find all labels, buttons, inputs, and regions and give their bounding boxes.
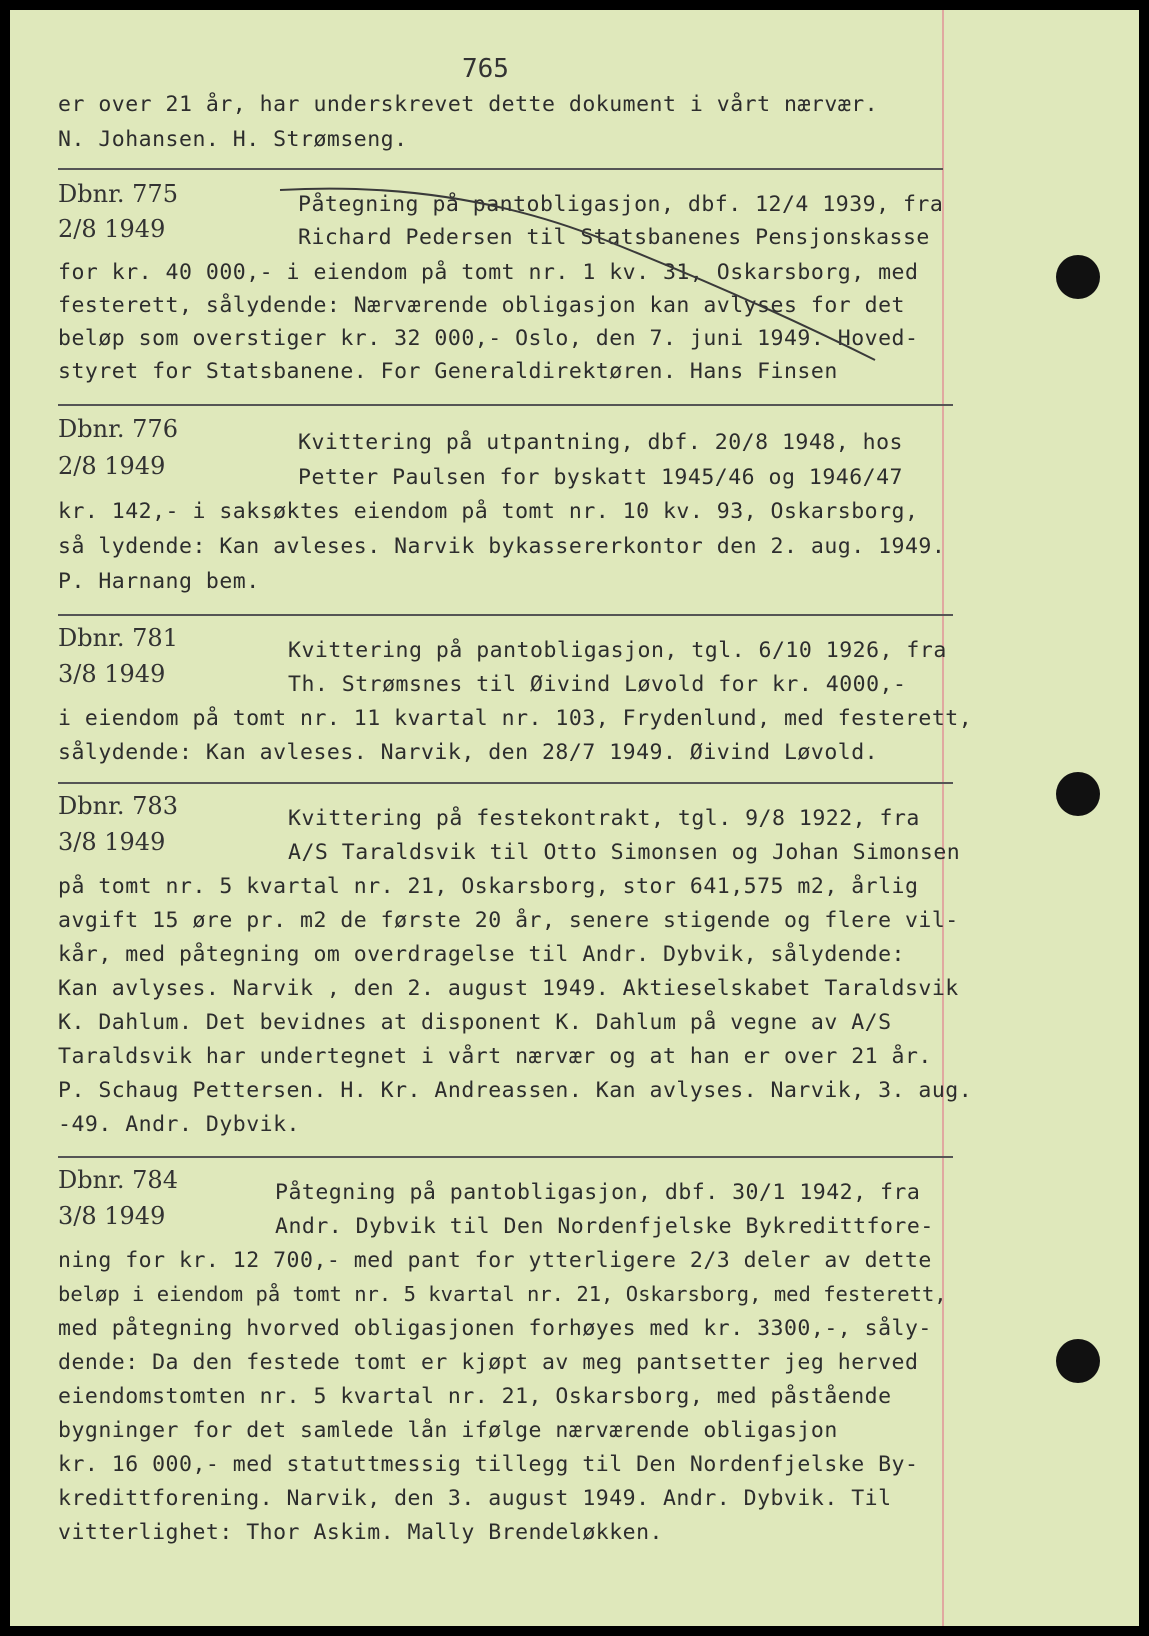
entry-line: kr. 16 000,- med statuttmessig tillegg til Den Nordenfjelske By-	[58, 1452, 919, 1477]
entry-line: Påtegning på pantobligasjon, dbf. 12/4 1939, fra	[298, 192, 944, 217]
entry-line: Kvittering på pantobligasjon, tgl. 6/10 1926, fra	[288, 638, 947, 663]
entry-line: Petter Paulsen for byskatt 1945/46 og 1946/47	[298, 465, 903, 490]
entry-line: Taraldsvik har undertegnet i vårt nærvær og at han er over 21 år.	[58, 1044, 932, 1069]
entry-line: P. Schaug Pettersen. H. Kr. Andreassen. Kan avlyses. Narvik, 3. aug.	[58, 1078, 973, 1103]
entry-date: 3/8 1949	[58, 828, 166, 856]
entry-line: på tomt nr. 5 kvartal nr. 21, Oskarsborg, stor 641,575 m2, årlig	[58, 874, 919, 899]
entry-line: vitterlighet: Thor Askim. Mally Brendeløkken.	[58, 1520, 663, 1545]
margin-line	[942, 10, 944, 1626]
entry-line: kredittforening. Narvik, den 3. august 1949. Andr. Dybvik. Til	[58, 1486, 892, 1511]
entry-line: i eiendom på tomt nr. 11 kvartal nr. 103, Frydenlund, med festerett,	[58, 706, 973, 731]
entry-line: for kr. 40 000,- i eiendom på tomt nr. 1 kv. 31, Oskarsborg, med	[58, 260, 919, 285]
entry-dbnr: Dbnr. 775	[58, 180, 178, 208]
entry-line: Kvittering på utpantning, dbf. 20/8 1948, hos	[298, 430, 903, 455]
divider	[58, 168, 943, 170]
entry-dbnr: Dbnr. 783	[58, 792, 178, 820]
page-number: 765	[462, 54, 509, 84]
entry-line: Påtegning på pantobligasjon, dbf. 30/1 1942, fra	[275, 1180, 921, 1205]
entry-line: ning for kr. 12 700,- med pant for ytterligere 2/3 deler av dette	[58, 1248, 932, 1273]
punch-hole	[1056, 1339, 1100, 1383]
entry-line: sålydende: Kan avleses. Narvik, den 28/7 1949. Øivind Løvold.	[58, 740, 879, 765]
entry-line: med påtegning hvorved obligasjonen forhøyes med kr. 3300,-, såly-	[58, 1316, 932, 1341]
entry-line: festerett, sålydende: Nærværende obligasjon kan avlyses for det	[58, 293, 905, 318]
entry-line: Th. Strømsnes til Øivind Løvold for kr. 4000,-	[288, 672, 907, 697]
divider	[58, 404, 953, 406]
entry-line: Kan avlyses. Narvik , den 2. august 1949. Aktieselskabet Taraldsvik	[58, 976, 959, 1001]
divider	[58, 782, 953, 784]
header-line: er over 21 år, har underskrevet dette dokument i vårt nærvær.	[58, 92, 879, 117]
entry-line: K. Dahlum. Det bevidnes at disponent K. Dahlum på vegne av A/S	[58, 1010, 892, 1035]
entry-line: dende: Da den festede tomt er kjøpt av meg pantsetter jeg herved	[58, 1350, 919, 1375]
punch-hole	[1056, 772, 1100, 816]
entry-date: 2/8 1949	[58, 215, 166, 243]
entry-line: avgift 15 øre pr. m2 de første 20 år, senere stigende og flere vil-	[58, 908, 959, 933]
entry-date: 2/8 1949	[58, 452, 166, 480]
entry-date: 3/8 1949	[58, 1202, 166, 1230]
entry-dbnr: Dbnr. 781	[58, 624, 178, 652]
entry-line: Andr. Dybvik til Den Nordenfjelske Bykredittfore-	[275, 1214, 934, 1239]
entry-line: A/S Taraldsvik til Otto Simonsen og Johan Simonsen	[288, 840, 961, 865]
divider	[58, 614, 953, 616]
document-page	[10, 10, 1139, 1626]
header-line: N. Johansen. H. Strømseng.	[58, 127, 408, 152]
divider	[58, 1156, 953, 1158]
entry-line: kr. 142,- i saksøktes eiendom på tomt nr. 10 kv. 93, Oskarsborg,	[58, 499, 919, 524]
entry-line: kår, med påtegning om overdragelse til Andr. Dybvik, sålydende:	[58, 942, 905, 967]
entry-dbnr: Dbnr. 784	[58, 1166, 178, 1194]
entry-line: Kvittering på festekontrakt, tgl. 9/8 1922, fra	[288, 806, 920, 831]
entry-dbnr: Dbnr. 776	[58, 415, 178, 443]
entry-line: Richard Pedersen til Statsbanenes Pensjonskasse	[298, 225, 930, 250]
strike-through-mark	[275, 180, 925, 370]
entry-line: eiendomstomten nr. 5 kvartal nr. 21, Oskarsborg, med påstående	[58, 1384, 892, 1409]
punch-hole	[1056, 255, 1100, 299]
entry-line: P. Harnang bem.	[58, 569, 260, 594]
entry-line: beløp som overstiger kr. 32 000,- Oslo, den 7. juni 1949. Hoved-	[58, 326, 919, 351]
entry-line: bygninger for det samlede lån ifølge nærværende obligasjon	[58, 1418, 838, 1443]
entry-date: 3/8 1949	[58, 660, 166, 688]
entry-line: -49. Andr. Dybvik.	[58, 1112, 300, 1137]
entry-line: så lydende: Kan avleses. Narvik bykassererkontor den 2. aug. 1949.	[58, 534, 946, 559]
entry-line: styret for Statsbanene. For Generaldirektøren. Hans Finsen	[58, 359, 838, 384]
entry-line: beløp i eiendom på tomt nr. 5 kvartal nr. 21, Oskarsborg, med festerett,	[58, 1282, 947, 1306]
